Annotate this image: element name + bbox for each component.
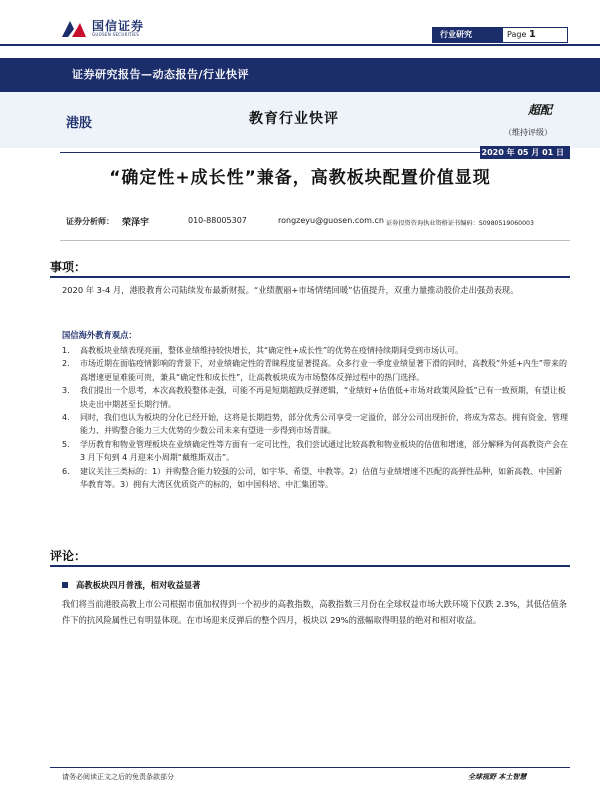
- list-item-text: 学历教育和物业管理板块在业绩确定性等方面有一定可比性，我们尝试通过比较高教和物业板块的估值和增速，部分解释为何高教资产会在 3 月下旬到 4 月迎来小周期“戴维斯双击”。: [80, 439, 568, 463]
- square-bullet-icon: [62, 582, 68, 588]
- logo-text-cn: 国信证券: [92, 18, 145, 33]
- rating-note: （维持评级）: [504, 128, 552, 137]
- header-rule: [0, 44, 600, 46]
- list-item-number: 3.: [62, 386, 70, 396]
- list-item: [62, 465, 570, 492]
- list-item-number: 6.: [62, 466, 70, 476]
- comment-bullet: [62, 579, 200, 591]
- event-heading-rule: [50, 276, 570, 278]
- guosen-logo: [60, 16, 144, 40]
- event-heading: 事项：: [50, 260, 87, 274]
- comment-heading: 评论：: [50, 549, 87, 563]
- comment-bullet-text: 高教板块四月普涨，相对收益显著: [76, 580, 201, 590]
- list-item-text: 市场近期在面临疫情影响的背景下，对业绩确定性的青睐程度显著提高。众多行业一季度业绩显著下滑的同时，高教股“外延+内生”带来的高增速更显难能可贵，兼具“确定性和成长性”，让高教板块成为市场整体反弹过程中的热门选择。: [80, 359, 567, 382]
- list-item-text: 同时，我们也认为板块的分化已经开始，这将是长期趋势，部分优秀公司享受一定溢价，部分公司出现折价，将成为常态。拥有资金、管理能力、并购整合能力三大优势的少数公司未来有望进一步得到市场青睐。: [80, 413, 568, 436]
- views-heading: 国信海外教育观点：: [62, 330, 137, 340]
- list-item-text: 我们提出一个思考，本次高教股整体走强，可能不再是短期超跌反弹逻辑，“业绩好+估值低+市场对政策风险低”已有一致预期，有望让板块走出中期甚至长期行情。: [80, 386, 566, 409]
- list-item: [62, 438, 570, 465]
- page-label: Page: [507, 30, 527, 39]
- views-list: [62, 344, 570, 491]
- analyst-role: 证券分析师：: [66, 217, 114, 226]
- report-date: 2020 年 05 月 01 日: [480, 146, 570, 159]
- industry-title: 教育行业快评: [249, 111, 339, 127]
- comment-heading-rule: [50, 565, 570, 567]
- list-item: [62, 357, 570, 384]
- guosen-logo-icon: [60, 17, 88, 39]
- analyst-name: 荣泽宇: [122, 218, 150, 228]
- list-item-number: 4.: [62, 413, 70, 423]
- list-item-number: 5.: [62, 439, 70, 449]
- disclaimer-note: 请务必阅读正文之后的免责条款部分: [62, 773, 174, 781]
- analyst-rule: [60, 240, 570, 241]
- footer-slogan: 全球视野 本土智慧: [468, 773, 527, 781]
- list-item-number: 1.: [62, 346, 70, 355]
- list-item: [62, 384, 570, 411]
- market-label: 港股: [66, 116, 93, 131]
- list-item-text: 建议关注三类标的：1）并购整合能力较强的公司，如宇华、希望、中教等。2）估值与业绩增速不匹配的高弹性品种，如新高教、中国新华教育等。3）拥有大湾区优质资产的标的，如中国科培、中汇集团等。: [80, 466, 563, 490]
- report-category-text: 证券研究报告—动态报告/行业快评: [72, 68, 250, 81]
- analyst-email[interactable]: rongzeyu@guosen.com.cn: [278, 216, 384, 225]
- report-type-tag: 行业研究: [432, 27, 502, 43]
- analyst-phone: 010-88005307: [188, 216, 247, 225]
- list-item-number: 2.: [62, 359, 70, 369]
- report-title: “确定性+成长性”兼备，高教板块配置价值显现: [109, 168, 491, 188]
- rating-badge: 超配: [528, 103, 553, 117]
- event-paragraph: 2020 年 3-4 月，港股教育公司陆续发布最新财报。“业绩靓丽+市场情绪回暖”估值提升，双重力量推动股价走出强劲表现。: [62, 285, 519, 295]
- list-item: [62, 411, 570, 438]
- page-number: 1: [528, 29, 536, 40]
- page-indicator: [502, 27, 568, 43]
- date-rule: [60, 152, 480, 153]
- footer-rule: [50, 767, 570, 768]
- list-item-text: 高教板块业绩表现亮丽，整体业绩维持较快增长，其“确定性+成长性”的优势在疫情持续期间受到市场认可。: [80, 346, 463, 355]
- analyst-license: 证券投资咨询执业资格证书编码：S0980519060003: [386, 220, 534, 227]
- logo-text-en: GUOSEN SECURITIES: [92, 31, 140, 37]
- comment-paragraph: 我们将当前港股高教上市公司根据市值加权得到一个初步的高教指数，高教指数三月份在全球权益市场大跌环境下仅跌 2.3%，其低估值条件下的抗风险属性已有明显体现。在市场迎来反弹后的整个四月，板块以 29%的涨幅取得明显的绝对和相对收益。: [62, 599, 567, 625]
- list-item: [62, 344, 570, 357]
